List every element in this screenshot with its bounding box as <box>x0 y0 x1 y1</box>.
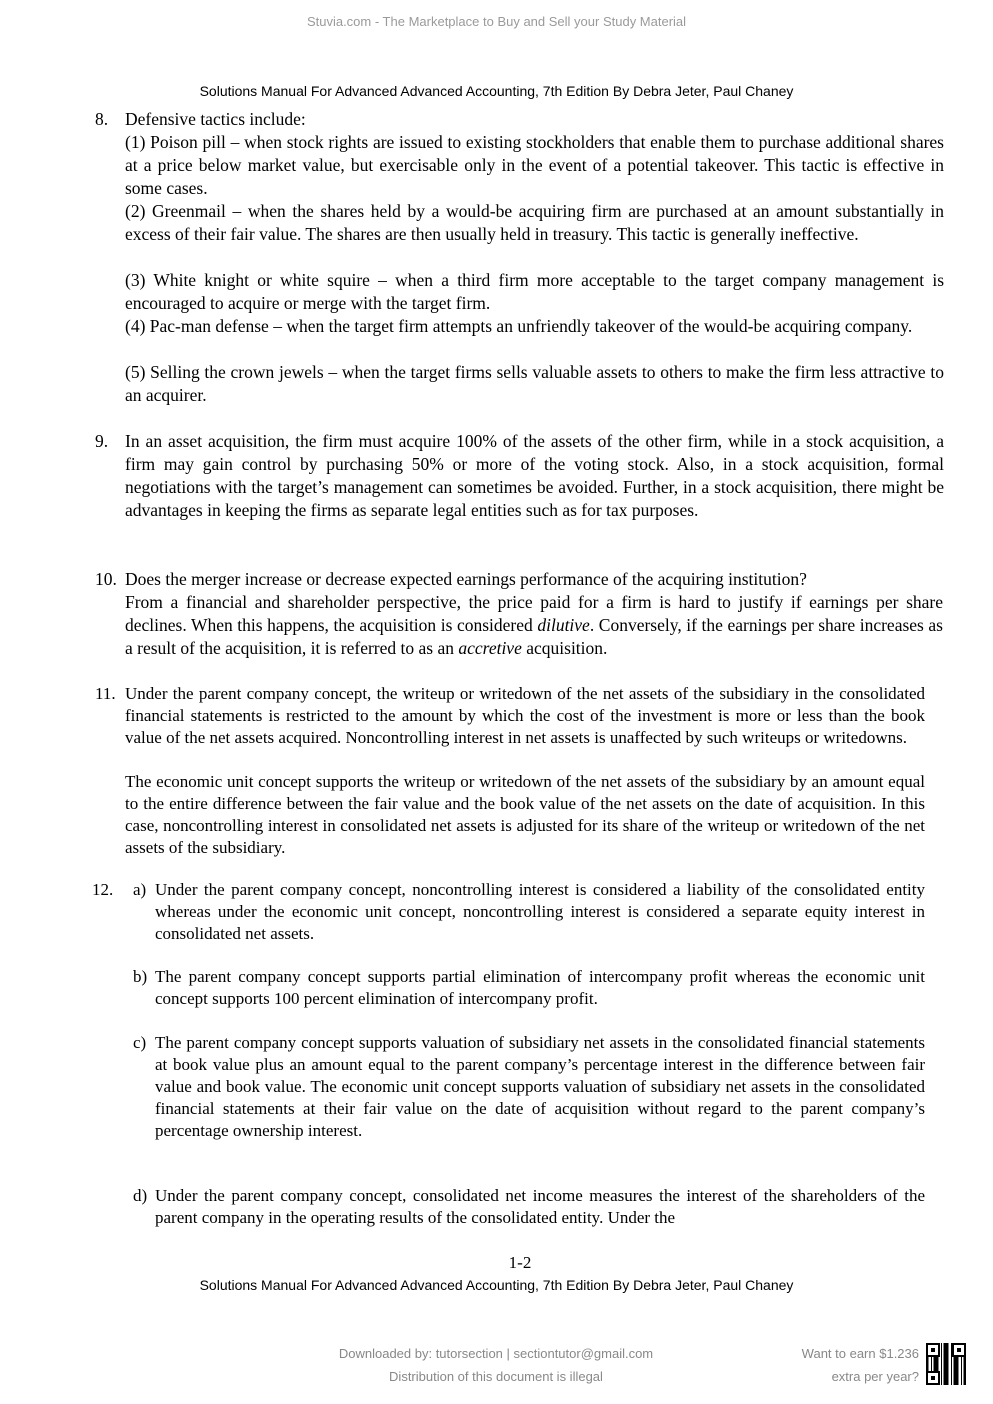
answer-text-part: From a financial and shareholder perspective, the price paid for a firm is hard to justify if earnings per share declines. When this happens, the acquisition is considered <box>125 592 943 635</box>
question-number: 8. <box>95 109 109 129</box>
sub-item-text: Under the parent company concept, noncontrolling interest is considered a liability of the consolidated entity whereas under the economic unit concept, noncontrolling interest is considered a separate equity interest in consolidated net assets. <box>155 880 925 943</box>
list-item: (3) White knight or white squire – when a third firm more acceptable to the target company management is encouraged to acquire or merge with the target firm. <box>125 270 944 313</box>
sub-item-text: The parent company concept supports valuation of subsidiary net assets in the consolidated financial statements at book value plus an amount equal to the parent company’s percentage interest in the difference between fair value and book value. The economic unit concept supports valuation of subsidiary net assets in the consolidated financial statements at their fair value on the date of acquisition without regard to the parent company’s percentage ownership interest. <box>155 1033 925 1140</box>
list-item: (4) Pac-man defense – when the target firm attempts an unfriendly takeover of the would-be acquiring company. <box>125 316 913 336</box>
distribution-notice: Distribution of this document is illegal <box>389 1369 603 1384</box>
italic-term: dilutive <box>537 615 590 635</box>
answer-text-part: . Conversely, if the earnings per share increases as a result of the acquisition, it is referred to as an <box>125 615 943 658</box>
answer-paragraph: The economic unit concept supports the writeup or writedown of the net assets of the subsidiary by an amount equal to the entire difference between the fair value and the book value of the net assets on the date of acquisition. In this case, noncontrolling interest in consolidated net assets is adjusted for its share of the writeup or writedown of the net assets of the subsidiary. <box>125 772 925 857</box>
list-item: (5) Selling the crown jewels – when the target firms sells valuable assets to others to make the firm less attractive to an acquirer. <box>125 362 944 405</box>
running-head-bottom: Solutions Manual For Advanced Advanced Accounting, 7th Edition By Debra Jeter, Paul Chaney <box>199 1277 794 1293</box>
question-number: 11. <box>95 684 116 703</box>
list-item: (2) Greenmail – when the shares held by a would-be acquiring firm are purchased at an amount substantially in excess of their fair value. The shares are then usually held in treasury. This tactic is generally ineffective. <box>125 201 944 244</box>
download-notice: Downloaded by: tutorsection | sectiontutor@gmail.com <box>338 1346 654 1361</box>
question-number: 12. <box>92 880 114 899</box>
question-text: In an asset acquisition, the firm must acquire 100% of the assets of the other firm, while in a stock acquisition, a firm may gain control by purchasing 50% or more of the voting stock. Also, in a stock acquisition, formal negotiations with the target’s management can sometimes be avoided. Further, in a stock acquisition, there might be advantages in keeping the firms as separate legal entities such as for tax purposes. <box>125 431 944 520</box>
sub-item-label: b) <box>133 967 148 986</box>
earn-promo-line-2[interactable]: extra per year? <box>831 1369 919 1384</box>
page-number: 1-2 <box>508 1253 532 1272</box>
answer-paragraph: Under the parent company concept, the writeup or writedown of the net assets of the subsidiary in the consolidated financial statements is restricted to the amount by which the cost of the investment is more or less than the book value of the net assets acquired. Noncontrolling interest in net assets is unaffected by such writeups or writedowns. <box>125 684 925 747</box>
running-head-top: Solutions Manual For Advanced Advanced Accounting, 7th Edition By Debra Jeter, Paul Chaney <box>199 83 794 99</box>
sub-item-text: The parent company concept supports partial elimination of intercompany profit whereas the economic unit concept supports 100 percent elimination of intercompany profit. <box>155 967 925 1008</box>
watermark-header: Stuvia.com - The Marketplace to Buy and Sell your Study Material <box>306 14 687 29</box>
question-text: Defensive tactics include: <box>125 109 306 129</box>
sub-item-text: Under the parent company concept, consolidated net income measures the interest of the shareholders of the parent company in the operating results of the consolidated entity. Under the <box>155 1186 925 1227</box>
sub-item-label: c) <box>133 1033 147 1052</box>
sub-item-label: a) <box>133 880 147 899</box>
question-text: Does the merger increase or decrease expected earnings performance of the acquiring institution? <box>125 569 807 589</box>
answer-text-part: acquisition. <box>521 638 608 658</box>
earn-promo-line-1[interactable]: Want to earn $1.236 <box>801 1346 919 1361</box>
italic-term: accretive <box>458 638 522 658</box>
sub-item-label: d) <box>133 1186 148 1205</box>
question-number: 9. <box>95 431 109 451</box>
list-item: (1) Poison pill – when stock rights are issued to existing stockholders that enable them to purchase additional shares at a price below market value, but exercisable only in the event of a potential takeover. This tactic is effective in some cases. <box>125 132 944 198</box>
question-number: 10. <box>95 569 117 589</box>
qr-code-icon[interactable] <box>926 1343 966 1385</box>
answer-text <box>125 591 943 660</box>
